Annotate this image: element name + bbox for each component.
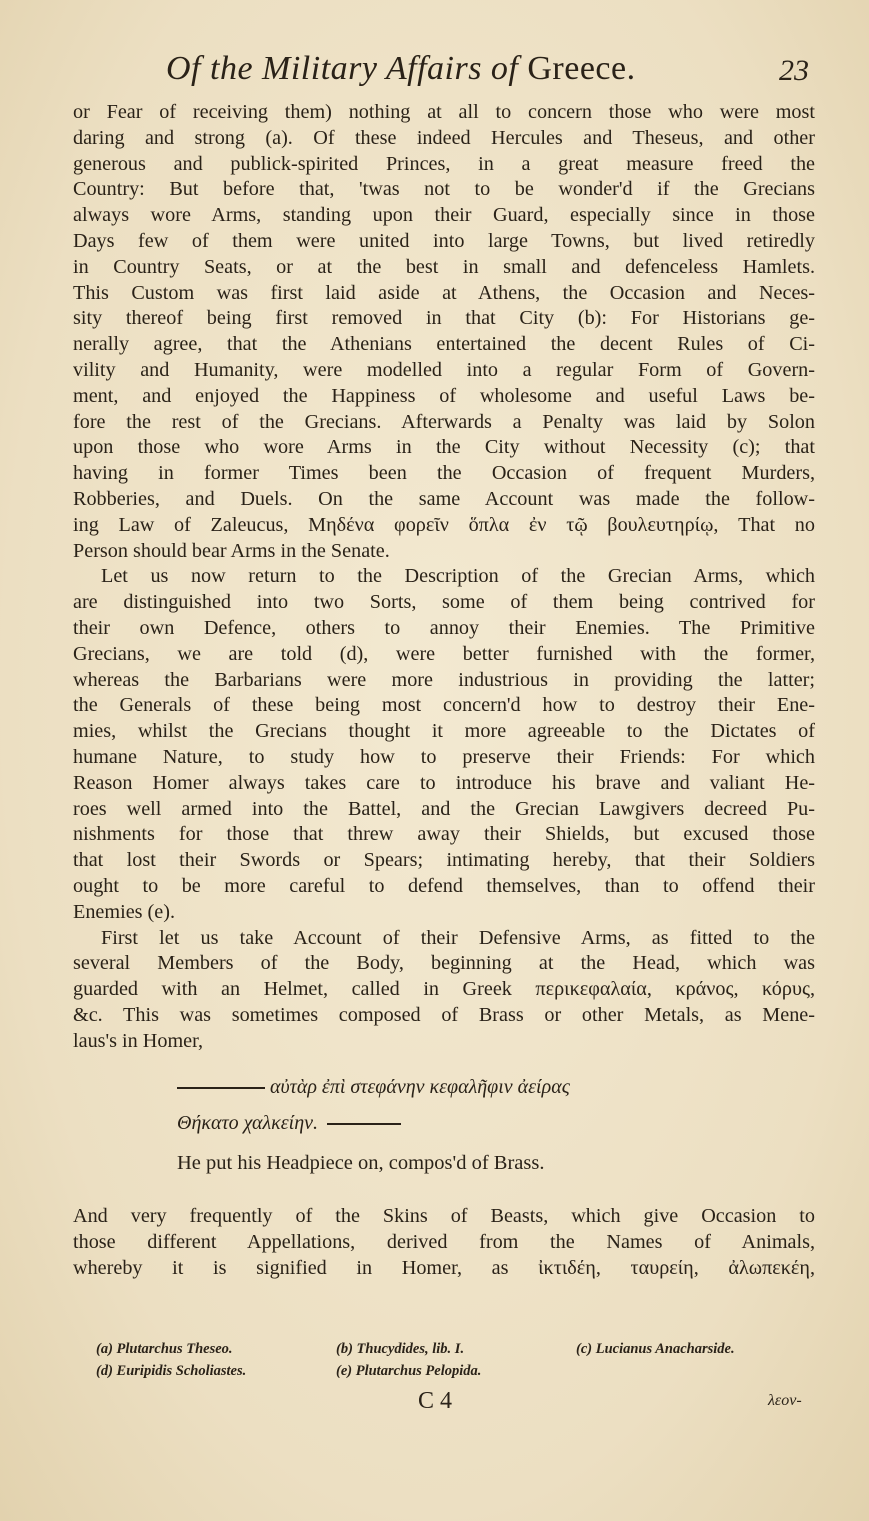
- text-line: nishments for those that threw away their Shields, but excused those: [73, 823, 815, 846]
- footnote: (c) Lucianus Anacharside.: [576, 1341, 735, 1357]
- text-line: several Members of the Body, beginning at the Head, which was: [73, 952, 815, 975]
- verse-dash-rule: [327, 1123, 401, 1125]
- text-line: generous and publick-spirited Princes, in a great measure freed the: [73, 152, 815, 175]
- text-line: are distinguished into two Sorts, some of them being contrived for: [73, 591, 815, 614]
- catchword: λεον-: [768, 1392, 802, 1409]
- text-line: guarded with an Helmet, called in Greek περικεφαλαία, κράνος, κόρυς,: [73, 978, 815, 1001]
- text-line: This Custom was first laid aside at Athens, the Occasion and Neces-: [73, 281, 815, 304]
- text-line: Robberies, and Duels. On the same Account was made the follow-: [73, 487, 815, 510]
- footnotes: [96, 1338, 836, 1382]
- paragraph-3: [73, 926, 815, 952]
- footnote: (d) Euripidis Scholiastes.: [96, 1363, 247, 1379]
- text-line: Enemies (e).: [73, 900, 176, 923]
- footnote: (a) Plutarchus Theseo.: [96, 1341, 233, 1357]
- text-line: having in former Times been the Occasion of frequent Murders,: [73, 462, 815, 485]
- paragraph-after-verse: [73, 1203, 815, 1281]
- text-line: Days few of them were united into large Towns, but lived retiredly: [73, 229, 815, 252]
- text-line: ing Law of Zaleucus, Μηδένα φορεῖν ὅπλα ἐν τῷ βουλευτηρίῳ, That no: [73, 513, 815, 536]
- text-line: their own Defence, others to annoy their Enemies. The Primitive: [73, 616, 815, 639]
- text-line: Country: But before that, 'twas not to be wonder'd if the Grecians: [73, 178, 815, 201]
- text-line: Let us now return to the Description of the Grecian Arms, which: [101, 565, 815, 588]
- text-line: daring and strong (a). Of these indeed Hercules and Theseus, and other: [73, 126, 815, 149]
- text-line: mies, whilst the Grecians thought it more agreeable to the Dictates of: [73, 720, 815, 743]
- paragraph-2: [73, 564, 815, 590]
- verse-dash-rule: [177, 1087, 265, 1089]
- greek-verse-line-2: [177, 1112, 737, 1135]
- text-line: whereas the Barbarians were more industrious in providing the latter;: [73, 668, 815, 691]
- text-line: ought to be more careful to defend themselves, than to offend their: [73, 874, 815, 897]
- text-line: always wore Arms, standing upon their Guard, especially since in those: [73, 204, 815, 227]
- page-header: [70, 50, 815, 94]
- text-line: Grecians, we are told (d), were better furnished with the former,: [73, 642, 815, 665]
- text-line: in Country Seats, or at the best in small and defenceless Hamlets.: [73, 255, 815, 278]
- text-line: nerally agree, that the Athenians entertained the decent Rules of Ci-: [73, 333, 815, 356]
- text-line: the Generals of these being most concern'd how to destroy their Ene-: [73, 694, 815, 717]
- footnote: (e) Plutarchus Pelopida.: [336, 1363, 482, 1379]
- text-line: &c. This was sometimes composed of Brass or other Metals, as Mene-: [73, 1003, 815, 1026]
- text-line: First let us take Account of their Defensive Arms, as fitted to the: [101, 926, 815, 949]
- text-line: upon those who wore Arms in the City without Necessity (c); that: [73, 436, 815, 459]
- footnote: (b) Thucydides, lib. I.: [336, 1341, 465, 1357]
- text-line: And very frequently of the Skins of Beasts, which give Occasion to: [73, 1205, 815, 1227]
- verse-translation: He put his Headpiece on, compos'd of Brass.: [177, 1152, 545, 1174]
- paragraph-1: [73, 100, 815, 564]
- verse-text: αὐτὰρ ἐπὶ στεφάνην κεφαλῆφιν ἀείρας: [270, 1076, 570, 1098]
- footnote-row: [96, 1360, 836, 1382]
- text-line: ment, and enjoyed the Happiness of wholesome and useful Laws be-: [73, 384, 815, 407]
- greek-verse-line-1: [177, 1076, 737, 1099]
- paragraph-3-cont: [73, 951, 815, 1054]
- text-line: Person should bear Arms in the Senate.: [73, 539, 390, 562]
- text-line: Reason Homer always takes care to introduce his brave and valiant He-: [73, 771, 815, 794]
- text-line: sity thereof being first removed in that City (b): For Historians ge-: [73, 307, 815, 330]
- main-text: [73, 100, 815, 1054]
- running-title: [166, 50, 636, 88]
- signature-mark: C 4: [418, 1388, 453, 1414]
- text-line: those different Appellations, derived from the Names of Animals,: [73, 1231, 815, 1253]
- text-line: or Fear of receiving them) nothing at all to concern those who were most: [73, 101, 815, 123]
- text-line: laus's in Homer,: [73, 1029, 204, 1052]
- running-title-greece: Greece.: [527, 50, 636, 87]
- footnote-row: [96, 1338, 836, 1360]
- text-line: whereby it is signified in Homer, as ἰκτιδέη, ταυρείη, ἀλωπεκέη,: [73, 1257, 815, 1279]
- text-line: roes well armed into the Battel, and the Grecian Lawgivers decreed Pu-: [73, 797, 815, 820]
- text-line: fore the rest of the Grecians. Afterwards a Penalty was laid by Solon: [73, 410, 815, 433]
- text-line: humane Nature, to study how to preserve their Friends: For which: [73, 745, 815, 768]
- text-line: vility and Humanity, were modelled into a regular Form of Govern-: [73, 358, 815, 381]
- verse-text: Θήκατο χαλκείην.: [177, 1112, 318, 1134]
- text-line: that lost their Swords or Spears; intimating hereby, that their Soldiers: [73, 849, 815, 872]
- page-number: 23: [779, 54, 809, 87]
- running-title-italic: Of the Military Affairs of: [166, 50, 519, 87]
- paragraph-2-cont: [73, 590, 815, 925]
